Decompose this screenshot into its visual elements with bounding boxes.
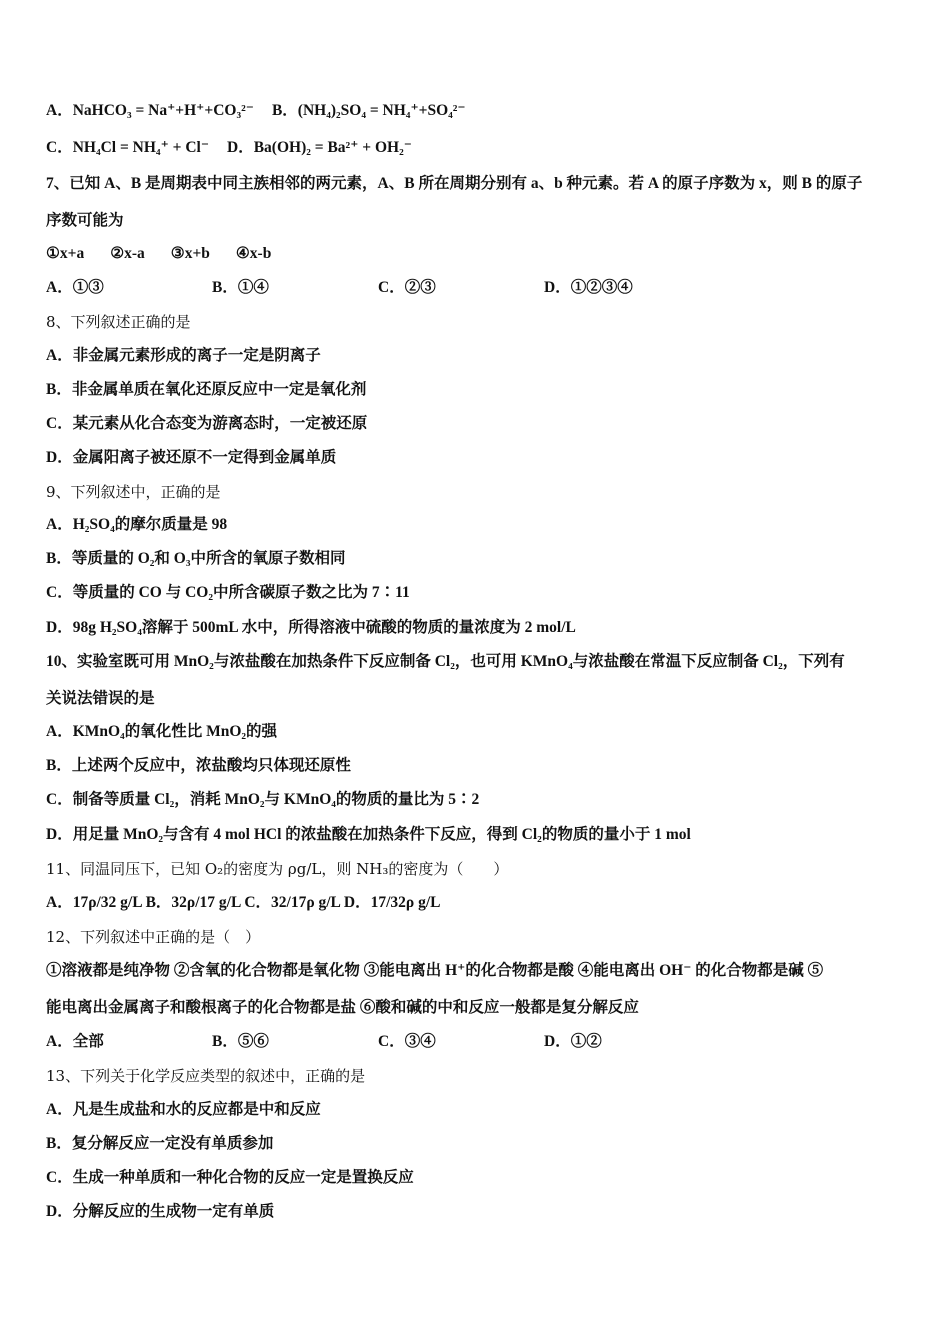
q6-option-c: C．NH₄Cl = NH₄⁺ + Cl⁻ xyxy=(46,139,210,156)
q7-stem-line1: 7、已知 A、B 是周期表中同主族相邻的两元素，A、B 所在周期分别有 a、b 种元素。若 A 的原子序数为 x，则 B 的原子 xyxy=(46,175,863,192)
q9-option-a: A．H₂SO₄的摩尔质量是 98 xyxy=(46,516,228,533)
q6-option-a: A．NaHCO₃ = Na⁺+H⁺+CO₃²⁻ xyxy=(46,102,254,119)
q11-stem: 11、同温同压下，已知 O₂的密度为 ρg/L，则 NH₃的密度为（ ） xyxy=(46,860,509,878)
q12-option-d: D．①② xyxy=(544,1033,602,1050)
q12-options xyxy=(46,1032,602,1052)
q8-stem: 8、下列叙述正确的是 xyxy=(46,313,191,331)
q10-stem-line1: 10、实验室既可用 MnO₂与浓盐酸在加热条件下反应制备 Cl₂，也可用 KMnO₄与浓盐酸在常温下反应制备 Cl₂，下列有 xyxy=(46,653,845,670)
q10-option-d: D．用足量 MnO₂与含有 4 mol HCl 的浓盐酸在加热条件下反应，得到 Cl₂的物质的量小于 1 mol xyxy=(46,826,691,843)
q13-option-b: B．复分解反应一定没有单质参加 xyxy=(46,1135,274,1152)
q10-option-a: A．KMnO₄的氧化性比 MnO₂的强 xyxy=(46,723,278,740)
q7-item-1: ①x+a xyxy=(46,245,85,262)
q8-option-b: B．非金属单质在氧化还原反应中一定是氧化剂 xyxy=(46,381,367,398)
q13-option-d: D．分解反应的生成物一定有单质 xyxy=(46,1203,275,1220)
q7-options xyxy=(46,278,633,298)
q7-stem-line2: 序数可能为 xyxy=(46,212,124,229)
q9-stem: 9、下列叙述中，正确的是 xyxy=(46,483,221,501)
q8-option-d: D．金属阳离子被还原不一定得到金属单质 xyxy=(46,449,337,466)
q12-statements-line2: 能电离出金属离子和酸根离子的化合物都是盐 ⑥酸和碱的中和反应一般都是复分解反应 xyxy=(46,999,639,1016)
q6-option-b: B．(NH₄)₂SO₄ = NH₄⁺+SO₄²⁻ xyxy=(271,102,466,119)
q7-item-4: ④x-b xyxy=(235,245,272,262)
q9-option-d: D．98g H₂SO₄溶解于 500mL 水中，所得溶液中硫酸的物质的量浓度为 2 mol/L xyxy=(46,619,576,636)
q7-option-b: B．①④ xyxy=(212,279,269,296)
q12-option-b: B．⑤⑥ xyxy=(212,1033,269,1050)
q7-item-2: ②x-a xyxy=(110,245,145,262)
q8-option-a: A．非金属元素形成的离子一定是阴离子 xyxy=(46,347,321,364)
q6-options-cd xyxy=(46,138,412,158)
q7-option-a: A．①③ xyxy=(46,279,104,296)
q7-item-3: ③x+b xyxy=(170,245,210,262)
q11-options: A．17ρ/32 g/L B．32ρ/17 g/L C．32/17ρ g/L D．17/32ρ g/L xyxy=(46,894,441,911)
q10-option-b: B．上述两个反应中，浓盐酸均只体现还原性 xyxy=(46,757,351,774)
q9-option-b: B．等质量的 O₂和 O₃中所含的氧原子数相同 xyxy=(46,550,346,567)
q7-option-c: C．②③ xyxy=(378,279,436,296)
q12-option-a: A．全部 xyxy=(46,1033,104,1050)
q12-stem: 12、下列叙述中正确的是（ ） xyxy=(46,928,261,946)
q9-option-c: C．等质量的 CO 与 CO₂中所含碳原子数之比为 7∶11 xyxy=(46,584,410,601)
q6-option-d: D．Ba(OH)₂ = Ba²⁺ + OH₂⁻ xyxy=(227,139,412,156)
q7-option-d: D．①②③④ xyxy=(544,279,633,296)
q6-options-ab xyxy=(46,101,466,121)
q12-option-c: C．③④ xyxy=(378,1033,436,1050)
q7-items xyxy=(46,244,271,264)
q12-statements-line1: ①溶液都是纯净物 ②含氧的化合物都是氧化物 ③能电离出 H⁺的化合物都是酸 ④能电离出 OH⁻ 的化合物都是碱 ⑤ xyxy=(46,962,824,979)
q13-option-c: C．生成一种单质和一种化合物的反应一定是置换反应 xyxy=(46,1169,414,1186)
q10-stem-line2: 关说法错误的是 xyxy=(46,690,155,707)
q8-option-c: C．某元素从化合态变为游离态时，一定被还原 xyxy=(46,415,368,432)
q13-option-a: A．凡是生成盐和水的反应都是中和反应 xyxy=(46,1101,321,1118)
q13-stem: 13、下列关于化学反应类型的叙述中，正确的是 xyxy=(46,1067,366,1085)
q10-option-c: C．制备等质量 Cl₂，消耗 MnO₂与 KMnO₄的物质的量比为 5∶2 xyxy=(46,791,480,808)
